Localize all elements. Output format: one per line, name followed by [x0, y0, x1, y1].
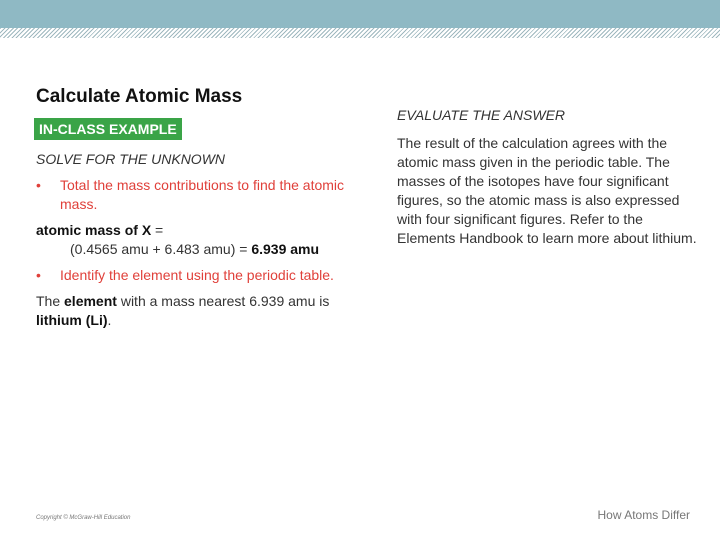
- section-footer-title: How Atoms Differ: [597, 508, 690, 522]
- bullet-dot-icon: •: [36, 267, 41, 283]
- bullet-identify-element-text: Identify the element using the periodic table.: [60, 267, 334, 283]
- in-class-example-badge: IN-CLASS EXAMPLE: [34, 118, 182, 140]
- slide-title: Calculate Atomic Mass: [36, 86, 243, 107]
- formula-result: 6.939 amu: [251, 241, 320, 257]
- conclusion-paragraph: [36, 292, 372, 330]
- top-accent-band: [0, 0, 720, 28]
- formula-expression: (0.4565 amu + 6.483 amu) =: [70, 241, 252, 257]
- right-column: [397, 106, 697, 248]
- bullet-total-mass-text: Total the mass contributions to find the atomic mass.: [60, 177, 345, 212]
- conclusion-end: .: [107, 312, 112, 328]
- bullet-total-mass: [36, 176, 372, 214]
- left-column: [36, 150, 372, 330]
- formula-equals: =: [151, 222, 164, 238]
- conclusion-mid: with a mass nearest 6.939 amu is: [116, 293, 330, 309]
- atomic-mass-formula: [36, 221, 372, 259]
- conclusion-element-word: element: [64, 293, 117, 309]
- formula-label: atomic mass of X: [36, 222, 152, 238]
- bullet-dot-icon: •: [36, 177, 41, 193]
- copyright-notice: Copyright © McGraw-Hill Education: [36, 515, 131, 521]
- conclusion-answer: lithium (Li): [36, 312, 108, 328]
- evaluate-paragraph: The result of the calculation agrees with the atomic mass given in the periodic table. The masses of the isotopes have four significant figures, so the atomic mass is also expressed with four significant figures. Refer to the Elements Handbook to learn more about lithium.: [397, 135, 697, 246]
- hatched-divider: [0, 28, 720, 38]
- conclusion-pre: The: [36, 293, 65, 309]
- evaluate-heading: EVALUATE THE ANSWER: [397, 107, 566, 123]
- bullet-identify-element: [36, 266, 372, 285]
- solve-heading: SOLVE FOR THE UNKNOWN: [36, 151, 226, 167]
